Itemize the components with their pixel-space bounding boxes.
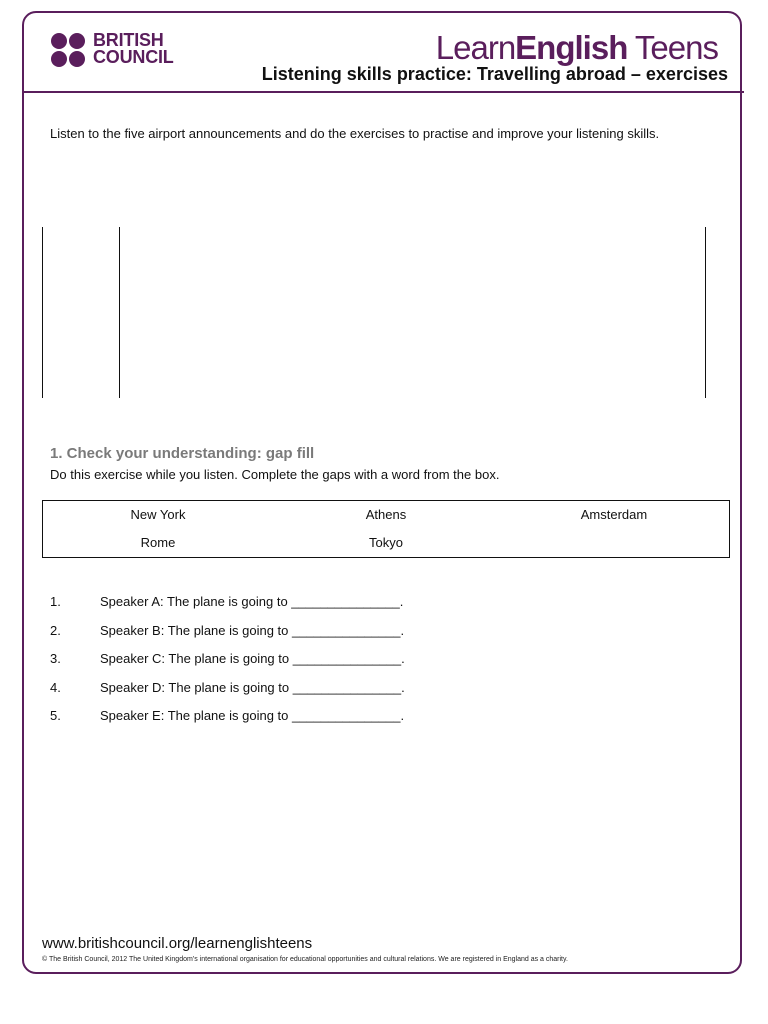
footer-copyright: © The British Council, 2012 The United Kingdom’s international organisation for educational opportunities and cultural relations. We are registered in England as a charity.	[42, 956, 568, 963]
footer-url[interactable]: www.britishcouncil.org/learnenglishteens	[42, 935, 313, 952]
table-rule-right	[705, 227, 706, 398]
logo-teens: Teens	[627, 29, 718, 66]
list-item	[50, 593, 550, 622]
item-text: Speaker D: The plane is going to _______________.	[100, 679, 405, 695]
gap-fill-list	[50, 593, 550, 736]
item-number: 3.	[50, 651, 61, 666]
brand-line-2: COUNCIL	[93, 47, 174, 67]
item-number: 4.	[50, 679, 61, 695]
list-item	[50, 707, 550, 736]
logo-english: English	[515, 29, 628, 66]
intro-text: Listen to the five airport announcements and do the exercises to practise and improve your listening skills.	[50, 126, 660, 141]
table-rule-middle	[119, 227, 120, 398]
list-item	[50, 650, 550, 679]
item-text: Speaker B: The plane is going to _______________.	[100, 622, 405, 638]
page-frame	[22, 11, 742, 974]
item-text: Speaker E: The plane is going to _______________.	[100, 708, 405, 723]
table-rule-left	[42, 227, 43, 398]
list-item	[50, 679, 550, 708]
brand-line-1: BRITISH	[93, 30, 164, 50]
section-instructions: Do this exercise while you listen. Complete the gaps with a word from the box.	[50, 467, 500, 482]
item-text: Speaker C: The plane is going to _______________.	[100, 651, 405, 666]
logo-learn: Learn	[435, 29, 516, 66]
word-item: Athens	[365, 507, 407, 522]
word-item: Amsterdam	[580, 507, 648, 522]
header-divider	[22, 91, 744, 93]
item-number: 5.	[50, 708, 61, 723]
item-number: 2.	[50, 622, 61, 638]
item-number: 1.	[50, 594, 61, 609]
british-council-wordmark	[93, 32, 174, 66]
word-item: Rome	[140, 535, 176, 550]
word-item: Tokyo	[369, 535, 403, 550]
list-item	[50, 622, 550, 651]
document-title: Listening skills practice: Travelling abroad – exercises	[261, 64, 728, 84]
learnenglish-teens-logo	[436, 28, 718, 68]
item-text: Speaker A: The plane is going to _______________.	[100, 594, 404, 609]
word-item: New York	[130, 507, 186, 522]
word-box	[42, 500, 730, 558]
british-council-dots-icon	[51, 33, 87, 67]
section-title: 1. Check your understanding: gap fill	[50, 445, 315, 462]
